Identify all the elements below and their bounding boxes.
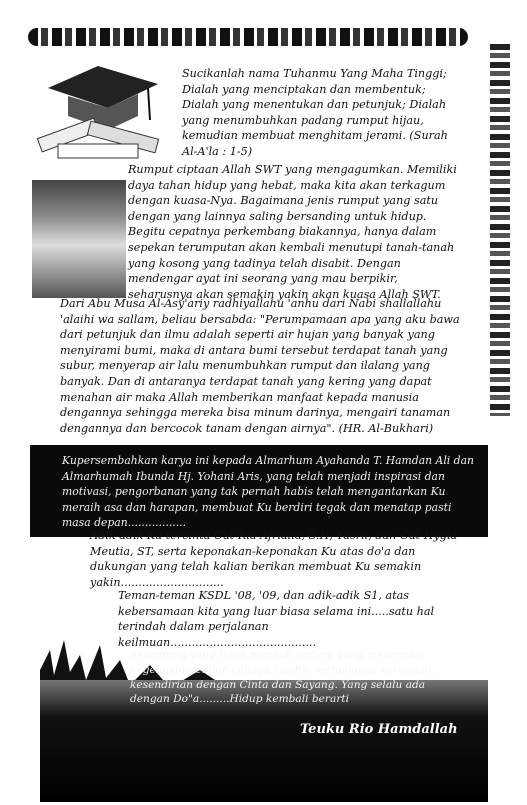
author-signature: Teuku Rio Hamdallah xyxy=(300,722,458,737)
grass-paragraph: Rumput ciptaan Allah SWT yang mengagumkan. Memiliki daya tahan hidup yang hebat, maka kita akan terkagum dengan kuasa-Nya. Bagaimana jenis rumput yang satu dengan yang lainnya saling bersanding untuk hidup. Begitu cepatnya perkembang biakannya, hanya dalam sepekan terumputan akan kembali menutupi tanah-tanah yang kosong yang tadinya telah disabit. Dengan mendengar ayat ini seorang yang mau berpikir, seharusnya akan semakin yakin akan kuasa Allah SWT. xyxy=(128,163,457,301)
decorative-top-border xyxy=(28,28,468,46)
dedication-someone: Seseorang yang telah menjadi lentera yang menerangi kegelapan dengan cahaya kasihn, menghapus keraguan, kesendirian dengan Cinta dan Sayang. Yang selalu ada dengan Do"a.........Hidup kembali berarti xyxy=(130,649,435,706)
dedication-friends: Teman-teman KSDL '08, '09, dan adik-adik S1, atas kebersamaan kita yang luar biasa selama ini.....satu hal terindah dalam perjalanan keilmuan......................................... xyxy=(118,589,435,649)
dedication-parents: Kupersembahkan karya ini kepada Almarhum Ayahanda T. Hamdan Ali dan Almarhumah Ibunda Hj. Yohani Aris, yang telah menjadi inspirasi dan motivasi, pengorbanan yang tak pernah habis telah mengantarkan Ku meraih asa dan harapan, membuat Ku berdiri tegak dan menatap pasti masa depan................. xyxy=(62,454,474,529)
graduation-cap-books-icon xyxy=(28,58,178,168)
quran-quote: Sucikanlah nama Tuhanmu Yang Maha Tinggi; Dialah yang menciptakan dan membentuk; Dialah yang menentukan dan petunjuk; Dialah yang menumbuhkan padang rumput hijau, kemudian membuat menghitam jerami. (Surah Al-A'la : 1-5) xyxy=(182,67,448,158)
hadith-paragraph: Dari Abu Musa Al-Asy'ariy radhiyallahu 'anhu dari Nabi shallallahu 'alaihi wa sallam, beliau bersabda: "Perumpamaan apa yang aku bawa dari petunjuk dan ilmu adalah seperti air hujan yang banyak yang menyirami bumi, maka di antara bumi tersebut terdapat tanah yang subur, menyerap air lalu menumbuhkan rumput dan ilalang yang banyak. Dan di antaranya terdapat tanah yang kering yang dapat menahan air maka Allah memberikan manfaat kepada manusia dengannya sehingga mereka bisa minum darinya, mengairi tanaman dengannya dan bercocok tanam dengan airnya". (HR. Al-Bukhari) xyxy=(60,297,460,435)
decorative-side-border xyxy=(490,44,510,416)
dedication-siblings: Adik-adik Ku tercinta Cut Ria Afrialia, S.H, Yusril, dan Cut Hygia Meutia, ST, serta keponakan-keponakan Ku atas do'a dan dukungan yang telah kalian berikan membuat Ku semakin yakin............................. xyxy=(90,529,458,589)
grass-photo xyxy=(32,180,126,298)
